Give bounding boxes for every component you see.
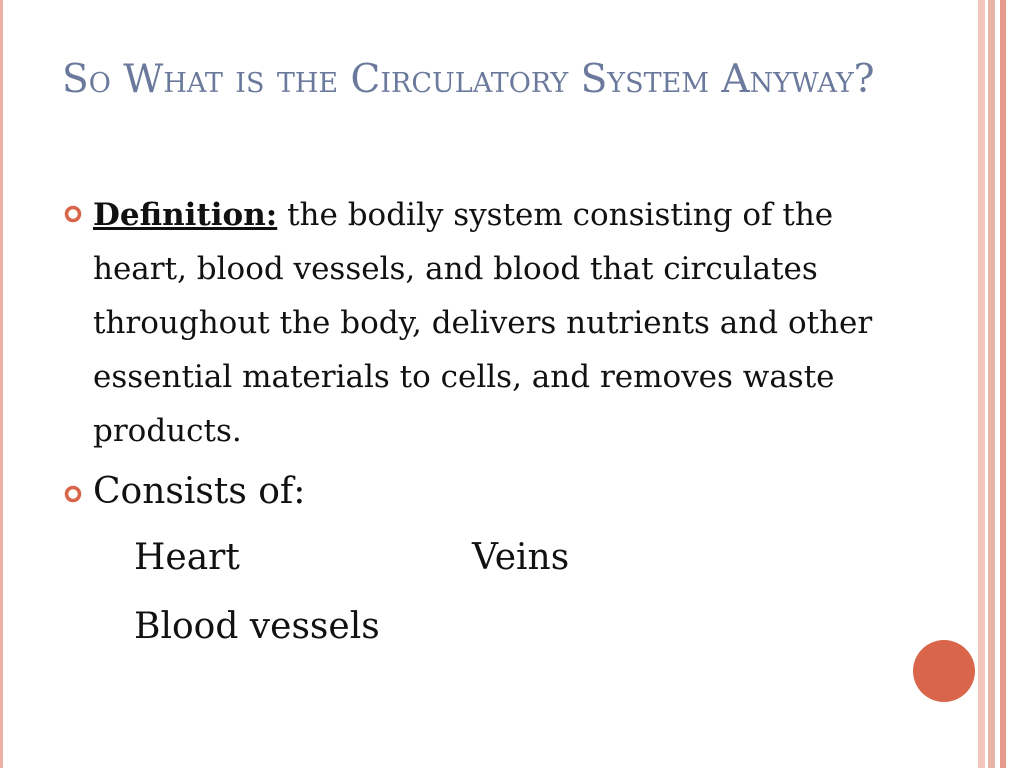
list-item-blood-vessels: Blood vessels: [134, 606, 380, 647]
slide-title: So What is the Circulatory System Anyway?: [62, 57, 875, 102]
definition-paragraph: [93, 188, 893, 458]
right-frame-stripe: [978, 0, 985, 768]
definition-label: Definition:: [93, 197, 278, 233]
left-edge-stripe: [0, 0, 3, 768]
ring-bullet-icon: [64, 205, 82, 223]
consists-of-label: Consists of:: [93, 471, 306, 512]
list-item-heart: Heart: [134, 537, 240, 578]
list-item-veins: Veins: [472, 537, 570, 578]
right-frame-stripe: [988, 0, 995, 768]
ring-bullet-icon: [64, 485, 82, 503]
definition-text: the bodily system consisting of the heart, blood vessels, and blood that circulates throughout the body, delivers nutrients and other essential materials to cells, and removes waste products.: [93, 197, 873, 449]
decorative-circle-icon: [913, 640, 975, 702]
right-frame-margin: [1006, 0, 1024, 768]
